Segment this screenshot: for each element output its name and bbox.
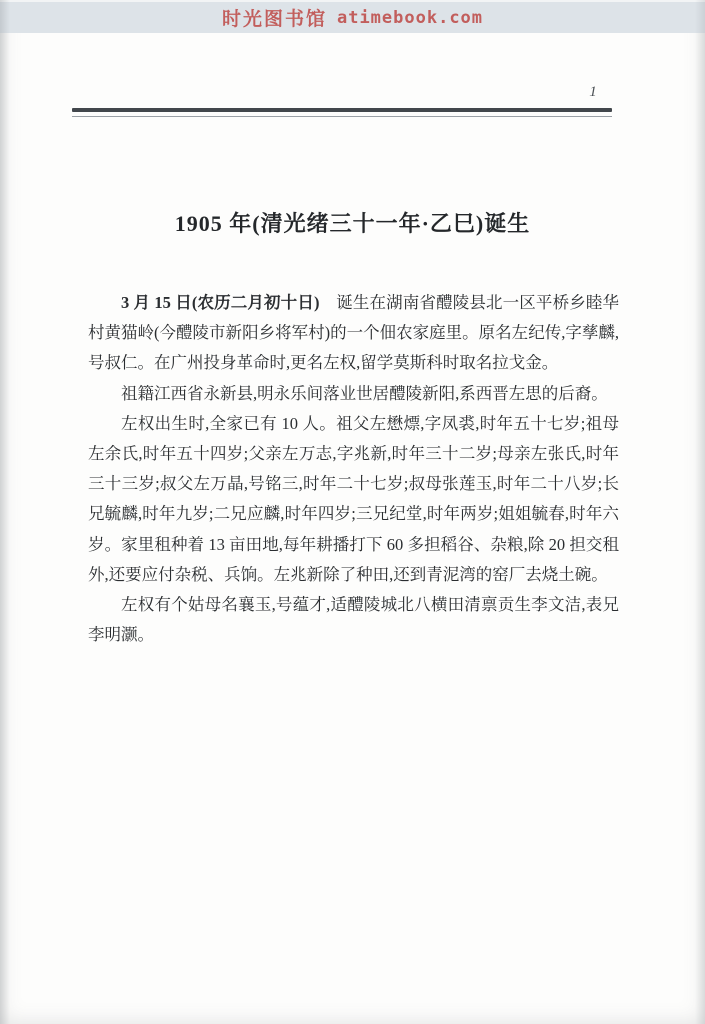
paragraph-text: 诞生在湖南省醴陵县北一区平桥乡睦华村黄猫岭(今醴陵市新阳乡将军村)的一个佃农家庭里。原名左纪传,字孳麟,号叔仁。在广州投身革命时,更名左权,留学莫斯科时取名拉戈金。 [88,293,619,373]
page-number: 1 [589,84,597,100]
scan-edge-shadow-right [695,0,705,1024]
site-name-text: 时光图书馆 [221,9,327,30]
header-rule-thick [72,108,612,112]
paragraph-text: 祖籍江西省永新县,明永乐间落业世居醴陵新阳,系西晋左思的后裔。 [121,383,608,403]
body-text [88,288,619,650]
paragraph [88,409,619,590]
header-rule-thin [72,116,612,117]
paragraph [88,379,619,409]
site-url-text: atimebook.com [336,7,484,28]
watermark-banner [0,0,705,33]
paragraph [88,288,619,379]
paragraph [88,590,619,650]
paragraph-lead: 3 月 15 日(农历二月初十日) [121,293,320,312]
scan-edge-shadow-left [0,0,10,1024]
paragraph-text: 左权有个姑母名襄玉,号蕴才,适醴陵城北八横田清禀贡生李文洁,表兄李明灏。 [88,595,619,645]
paragraph-text: 左权出生时,全家已有 10 人。祖父左懋熛,字凤裘,时年五十七岁;祖母左余氏,时年五十四岁;父亲左万志,字兆新,时年三十二岁;母亲左张氏,时年三十三岁;叔父左万晶,号铭三,时年二十七岁;叔母张莲玉,时年二十八岁;长兄毓麟,时年九岁;二兄应麟,时年四岁;三兄纪堂,时年两岁;姐姐毓春,时年六岁。家里租种着 13 亩田地,每年耕播打下 60 多担稻谷、杂粮,除 20 担交租外,还要应付杂税、兵饷。左兆新除了种田,还到青泥湾的窑厂去烧土碗。 [88,413,619,584]
chapter-title: 1905 年(清光绪三十一年·乙巳)诞生 [174,210,531,236]
